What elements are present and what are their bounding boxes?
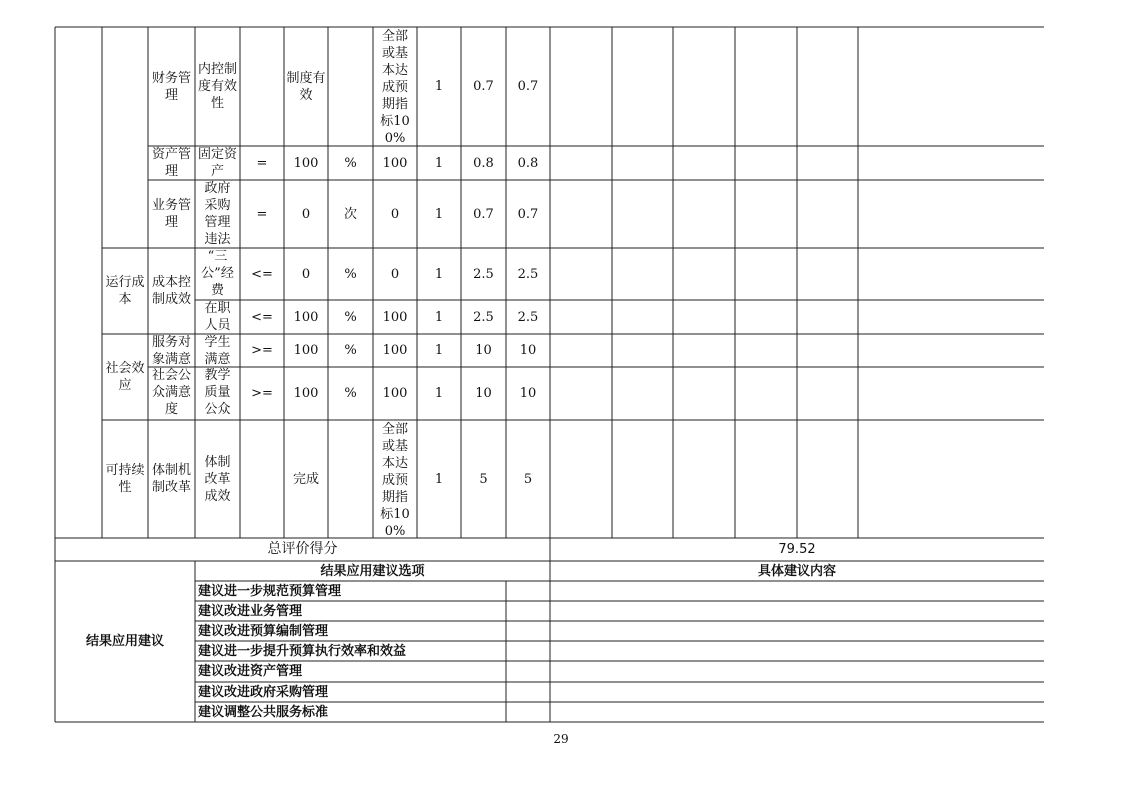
tertiary-indicator: “三公”经费 [201, 249, 234, 298]
unit-cell [328, 27, 373, 146]
tertiary-indicator: 内控制度有效性 [197, 62, 237, 111]
suggestion-option: 建议改进政府采购管理 [198, 684, 329, 700]
target-value: 制度有效 [286, 70, 326, 103]
score-cell: 5 [479, 471, 488, 487]
unit-cell: % [344, 155, 357, 171]
secondary-indicator: 资产管理 [151, 147, 191, 179]
score-cell: 0.7 [473, 79, 494, 94]
weight-cell: 1 [434, 471, 444, 487]
weight-cell: 1 [434, 343, 444, 358]
suggestion-option: 建议改进预算编制管理 [198, 623, 329, 639]
weight-cell: 1 [434, 206, 444, 222]
final-score-cell: 0.7 [517, 206, 539, 222]
final-score-cell: 10 [519, 386, 537, 401]
target-value: 0 [301, 206, 311, 222]
target-value: 100 [293, 309, 319, 325]
final-score-cell: 0.7 [517, 79, 539, 94]
secondary-indicator: 财务管理 [151, 70, 191, 103]
unit-cell: 次 [343, 206, 357, 222]
tertiary-indicator: 学生满意 [204, 335, 231, 367]
unit-cell [328, 420, 373, 538]
suggestion-option: 建议进一步规范预算管理 [198, 583, 342, 599]
weight-cell: 1 [434, 155, 444, 171]
operator-cell: <= [251, 309, 273, 325]
suggestion-content-header: 具体建议内容 [757, 563, 836, 579]
suggestion-option: 建议进一步提升预算执行效率和效益 [198, 643, 407, 659]
final-score-cell: 2.5 [517, 266, 539, 282]
score-cell: 0.7 [473, 206, 494, 222]
weight-cell: 1 [434, 79, 444, 94]
score-cell: 0.8 [473, 155, 494, 171]
primary-indicator: 可持续性 [105, 463, 145, 495]
weight-cell: 1 [434, 266, 444, 282]
target-value: 100 [293, 386, 319, 401]
tertiary-indicator: 在职人员 [204, 301, 231, 333]
suggestion-option: 建议调整公共服务标准 [198, 704, 329, 720]
primary-indicator: 社会效应 [105, 361, 145, 393]
tertiary-indicator: 政府采购管理违法 [204, 181, 231, 247]
final-score-cell: 10 [519, 343, 537, 358]
total-score-value: 79.52 [778, 542, 816, 557]
target-value: 0 [301, 266, 311, 282]
unit-cell: % [344, 343, 357, 358]
operator-cell: = [256, 206, 268, 222]
secondary-indicator: 社会公众满意度 [151, 368, 191, 417]
suggestion-option: 建议改进资产管理 [198, 664, 303, 679]
actual-value: 全部或基本达成预期指标100% [380, 422, 410, 537]
weight-cell: 1 [434, 386, 444, 401]
secondary-indicator: 成本控制成效 [151, 275, 191, 307]
actual-value: 0 [390, 266, 400, 282]
score-cell: 10 [475, 386, 492, 401]
operator-cell: >= [251, 343, 273, 358]
operator-cell: = [256, 155, 268, 171]
score-cell: 2.5 [473, 309, 494, 325]
unit-cell: % [344, 309, 357, 325]
actual-value: 100 [382, 309, 408, 325]
tertiary-indicator: 固定资产 [197, 147, 237, 179]
unit-cell: % [344, 266, 357, 282]
final-score-cell: 0.8 [517, 155, 539, 171]
final-score-cell: 5 [523, 471, 533, 487]
operator-cell: >= [251, 386, 273, 401]
unit-cell: % [344, 386, 357, 401]
suggestions-section-label: 结果应用建议 [85, 634, 164, 649]
suggestion-option: 建议改进业务管理 [198, 603, 303, 619]
target-value: 完成 [292, 471, 319, 487]
actual-value: 全部或基本达成预期指标100% [380, 29, 410, 145]
total-score-label: 总评价得分 [267, 541, 338, 557]
actual-value: 100 [382, 386, 408, 401]
score-cell: 2.5 [473, 266, 494, 282]
weight-cell: 1 [434, 309, 444, 325]
operator-cell [240, 420, 284, 538]
operator-cell [240, 27, 284, 146]
score-cell: 10 [475, 343, 492, 358]
secondary-indicator: 服务对象满意 [151, 335, 191, 367]
final-score-cell: 2.5 [517, 309, 539, 325]
target-value: 100 [293, 155, 319, 171]
operator-cell: <= [251, 266, 273, 282]
tertiary-indicator: 体制改革成效 [204, 454, 231, 504]
actual-value: 100 [382, 155, 408, 171]
primary-indicator: 运行成本 [105, 275, 145, 307]
actual-value: 0 [390, 206, 400, 222]
page-number: 29 [553, 731, 569, 746]
suggestion-options-header: 结果应用建议选项 [320, 563, 425, 579]
secondary-indicator: 业务管理 [151, 198, 191, 230]
target-value: 100 [293, 343, 319, 358]
secondary-indicator: 体制机制改革 [151, 463, 191, 495]
tertiary-indicator: 教学质量公众 [204, 368, 231, 417]
actual-value: 100 [382, 343, 408, 358]
